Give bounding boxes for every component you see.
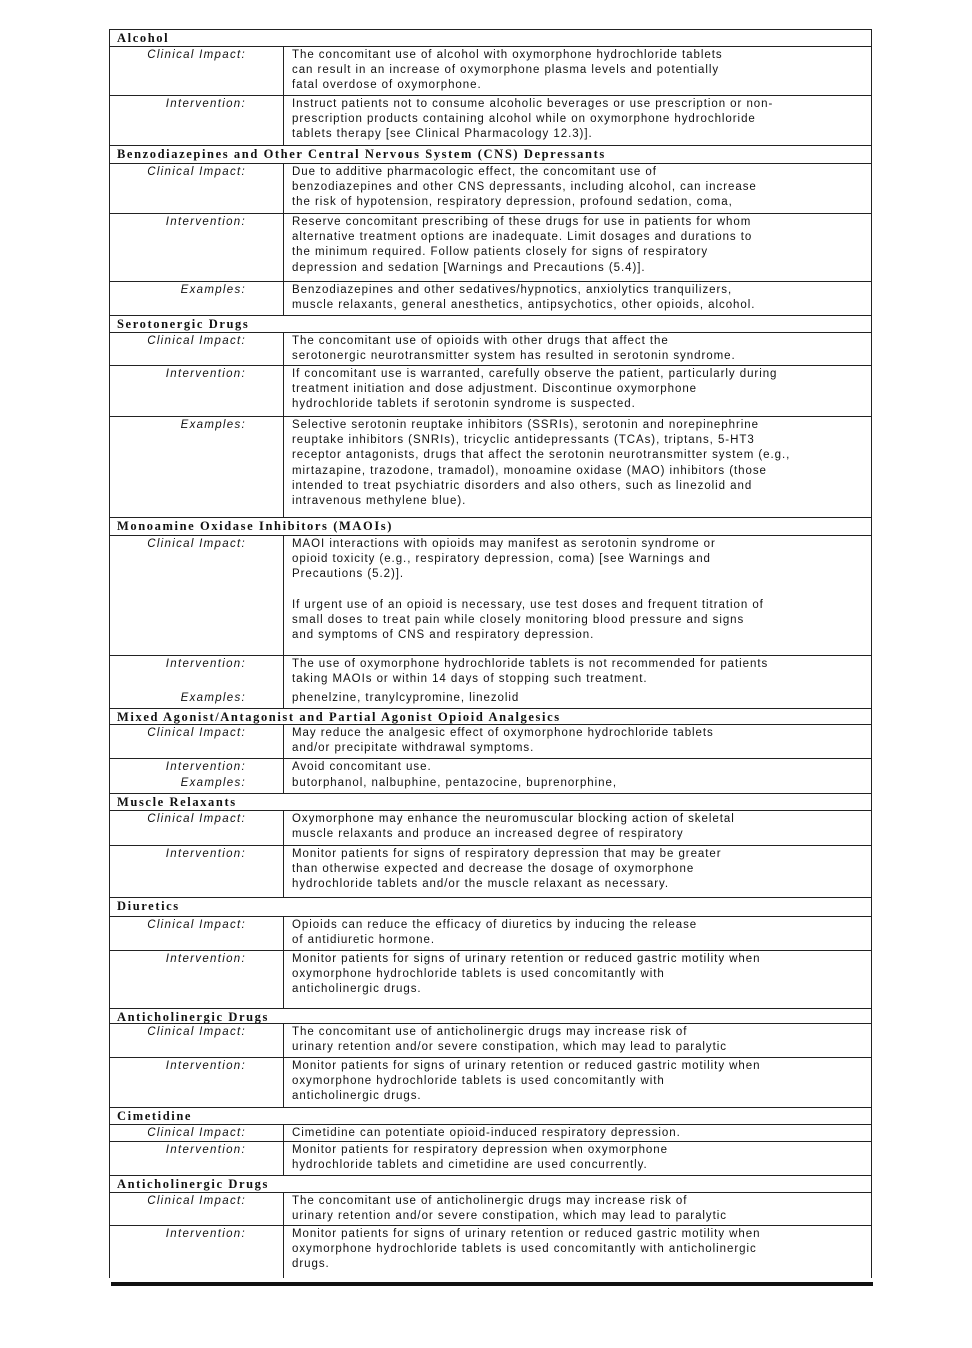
- row-label: Examples:: [110, 690, 284, 708]
- row-label: Examples:: [110, 775, 284, 793]
- table-row: [110, 416, 871, 517]
- row-text: Monitor patients for signs of urinary retention or reduced gastric motility when oxymorphone hydrochloride tablets is used concomitantly with anticholinergic drugs.: [292, 1060, 761, 1103]
- row-text: Avoid concomitant use.: [292, 761, 432, 773]
- section-heading: Cimetidine: [110, 1107, 871, 1124]
- row-text: The concomitant use of anticholinergic drugs may increase risk of urinary retention and/or severe constipation, which may lead to paralytic: [292, 1026, 727, 1054]
- row-label: Intervention:: [110, 1226, 284, 1278]
- table-row: [110, 655, 871, 690]
- table-row: [110, 916, 871, 950]
- row-text: butorphanol, nalbuphine, pentazocine, buprenorphine,: [292, 777, 617, 789]
- table-row: [110, 1124, 871, 1141]
- row-label: Examples:: [110, 417, 284, 517]
- section-heading: Diuretics: [110, 897, 871, 916]
- table-row: [110, 810, 871, 845]
- row-text: Cimetidine can potentiate opioid-induced respiratory depression.: [292, 1127, 681, 1139]
- row-text: Monitor patients for signs of urinary retention or reduced gastric motility when oxymorphone hydrochloride tablets is used concomitantly with anticholinergic drugs.: [292, 953, 761, 996]
- row-label: Intervention:: [110, 366, 284, 416]
- row-label: Intervention:: [110, 214, 284, 281]
- table-row: [110, 775, 871, 793]
- row-label: Clinical Impact:: [110, 333, 284, 365]
- row-label: Intervention:: [110, 951, 284, 1008]
- row-label: Intervention:: [110, 846, 284, 897]
- row-label: Clinical Impact:: [110, 1125, 284, 1141]
- section-heading: Anticholinergic Drugs: [110, 1175, 871, 1192]
- table-row: [110, 1141, 871, 1175]
- row-text: Monitor patients for respiratory depression when oxymorphone hydrochloride tablets and cimetidine are used concurrently.: [292, 1144, 668, 1172]
- row-text: Instruct patients not to consume alcoholic beverages or use prescription or non- prescription products containing alcohol while on oxymorphone hydrochloride tablets therapy [see Clinical Pharmacology 12.3)].: [292, 98, 774, 141]
- row-label: Clinical Impact:: [110, 725, 284, 758]
- row-text: The concomitant use of anticholinergic drugs may increase risk of urinary retention and/or severe constipation, which may lead to paralytic: [292, 1195, 727, 1223]
- row-text: MAOI interactions with opioids may manifest as serotonin syndrome or opioid toxicity (e.g., respiratory depression, coma) [see Warnings and Precautions (5.2)]. If urgent use of an opioid is necessary, use test doses and frequent titration of small doses to treat pain while closely monitoring blood pressure and signs and symptoms of CNS and respiratory depression.: [292, 538, 764, 642]
- row-label: Intervention:: [110, 1058, 284, 1107]
- row-label: Clinical Impact:: [110, 536, 284, 655]
- table-row: [110, 535, 871, 655]
- section-heading: Anticholinergic Drugs: [110, 1008, 871, 1023]
- table-row: [110, 365, 871, 416]
- section-heading: Serotonergic Drugs: [110, 315, 871, 332]
- row-label: Clinical Impact:: [110, 917, 284, 950]
- table-row: [110, 1225, 871, 1278]
- row-text: The concomitant use of opioids with other drugs that affect the serotonergic neurotransmitter system has resulted in serotonin syndrome.: [292, 335, 736, 363]
- row-label: Intervention:: [110, 96, 284, 145]
- table-row: [110, 950, 871, 1008]
- row-text: The concomitant use of alcohol with oxymorphone hydrochloride tablets can result in an increase of oxymorphone plasma levels and potentially fatal overdose of oxymorphone.: [292, 49, 723, 92]
- row-text: Selective serotonin reuptake inhibitors (SSRIs), serotonin and norepinephrine reuptake inhibitors (SNRIs), tricyclic antidepressants (TCAs), triptans, 5-HT3 receptor antagonists, drugs that affect the serotonin neurotransmitter system (e.g., mirtazapine, trazodone, tramadol), monoamine oxidase (MAO) inhibitors (those intended to treat psychiatric disorders and also others, such as linezolid and intravenous methylene blue).: [292, 419, 791, 508]
- drug-interactions-table: [109, 29, 872, 1278]
- row-label: Intervention:: [110, 759, 284, 775]
- table-row: [110, 724, 871, 758]
- table-row: [110, 281, 871, 315]
- table-row: [110, 163, 871, 213]
- row-label: Clinical Impact:: [110, 1024, 284, 1057]
- row-label: Examples:: [110, 282, 284, 315]
- section-heading: Alcohol: [117, 31, 170, 45]
- table-row: [110, 46, 871, 95]
- row-text: Opioids can reduce the efficacy of diuretics by inducing the release of antidiuretic hormone.: [292, 919, 698, 947]
- row-label: Clinical Impact:: [110, 811, 284, 845]
- table-row: [110, 213, 871, 281]
- row-text: Benzodiazepines and other sedatives/hypnotics, anxiolytics tranquilizers, muscle relaxants, general anesthetics, antipsychotics, other opioids, alcohol.: [292, 284, 756, 312]
- table-row: [110, 332, 871, 365]
- table-row: [110, 1192, 871, 1225]
- row-text: If concomitant use is warranted, carefully observe the patient, particularly during treatment initiation and dose adjustment. Discontinue oxymorphone hydrochloride tablets if serotonin syndrome is suspected.: [292, 368, 778, 411]
- section-heading: Muscle Relaxants: [110, 793, 871, 810]
- row-label: Clinical Impact:: [110, 1193, 284, 1225]
- section-heading: Benzodiazepines and Other Central Nervous System (CNS) Depressants: [110, 145, 871, 163]
- table-row: [110, 1023, 871, 1057]
- row-text: Due to additive pharmacologic effect, the concomitant use of benzodiazepines and other CNS depressants, including alcohol, can increase the risk of hypotension, respiratory depression, profound sedation, coma,: [292, 166, 757, 209]
- section-heading: Monoamine Oxidase Inhibitors (MAOIs): [110, 517, 871, 535]
- row-text: Monitor patients for signs of respiratory depression that may be greater than otherwise expected and decrease the dosage of oxymorphone hydrochloride tablets and/or the muscle relaxant as necessary.: [292, 848, 722, 891]
- row-label: Clinical Impact:: [110, 164, 284, 213]
- row-text: Oxymorphone may enhance the neuromuscular blocking action of skeletal muscle relaxants and produce an increased degree of respiratory: [292, 813, 735, 841]
- row-label: Intervention:: [110, 1142, 284, 1175]
- table-row: [110, 95, 871, 145]
- row-label: Intervention:: [110, 656, 284, 690]
- table-row: [110, 690, 871, 708]
- row-text: Monitor patients for signs of urinary retention or reduced gastric motility when oxymorphone hydrochloride tablets is used concomitantly with anticholinergic drugs.: [292, 1228, 761, 1271]
- section-heading: Mixed Agonist/Antagonist and Partial Agonist Opioid Analgesics: [110, 708, 871, 724]
- row-text: Reserve concomitant prescribing of these drugs for use in patients for whom alternative treatment options are inadequate. Limit dosages and durations to the minimum required. Follow patients closely for signs of respiratory depression and sedation [Warnings and Precautions (5.4)].: [292, 216, 753, 274]
- table-row: [110, 845, 871, 897]
- table-bottom-rule: [111, 1282, 873, 1286]
- row-text: The use of oxymorphone hydrochloride tablets is not recommended for patients taking MAOIs or within 14 days of stopping such treatment.: [292, 658, 769, 686]
- row-label: Clinical Impact:: [110, 47, 284, 95]
- row-text: phenelzine, tranylcypromine, linezolid: [292, 692, 520, 704]
- row-text: May reduce the analgesic effect of oxymorphone hydrochloride tablets and/or precipitate withdrawal symptoms.: [292, 727, 714, 755]
- table-row: [110, 758, 871, 775]
- table-row: [110, 1057, 871, 1107]
